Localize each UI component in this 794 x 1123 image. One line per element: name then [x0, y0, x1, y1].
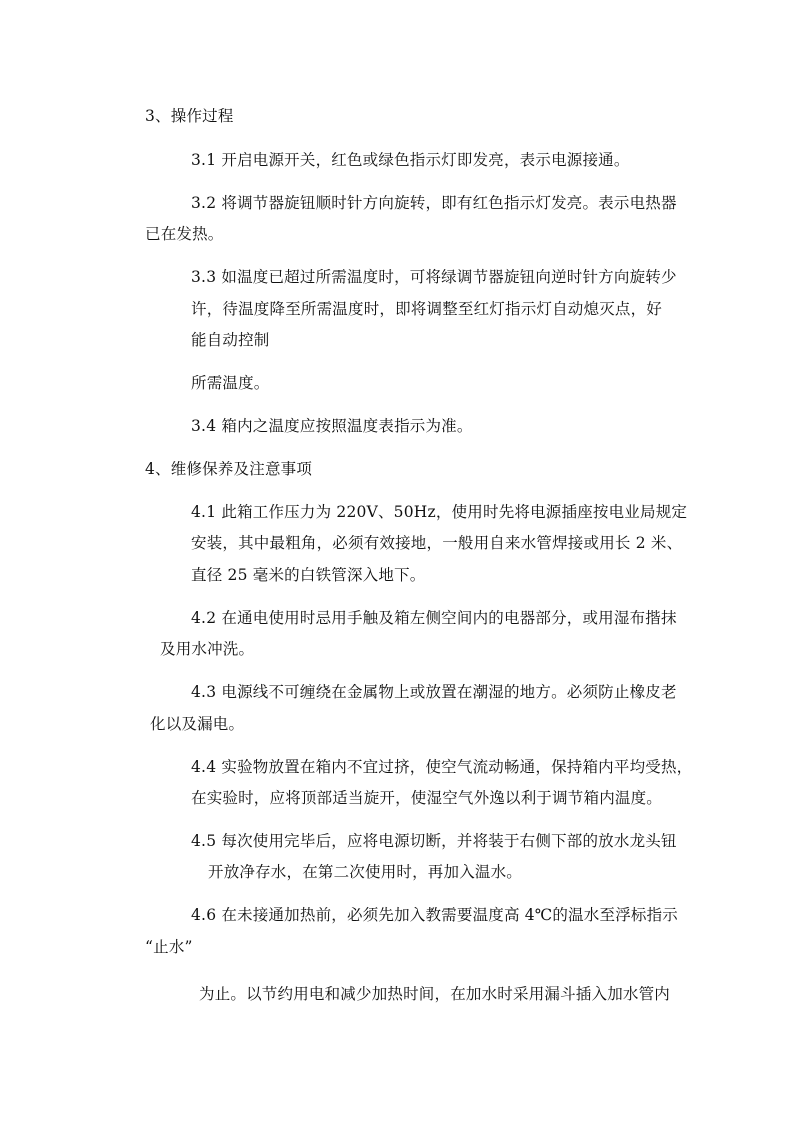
- paragraph-3-2-line-2: 已在发热。: [145, 225, 224, 243]
- paragraph-4-3-line-1: 4.3 电源线不可缠绕在金属物上或放置在潮湿的地方。必须防止橡皮老: [191, 683, 677, 701]
- paragraph-4-5-line-1: 4.5 每次使用完毕后，应将电源切断，并将装于右侧下部的放水龙头钮: [191, 832, 677, 850]
- section-3-heading: 3、操作过程: [145, 107, 234, 125]
- paragraph-4-5-line-2: 开放净存水，在第二次使用时，再加入温水。: [208, 863, 523, 881]
- paragraph-4-4-line-1: 4.4 实验物放置在箱内不宜过挤，使空气流动畅通，保持箱内平均受热，: [191, 758, 693, 776]
- paragraph-3-3-line-4: 所需温度。: [191, 374, 270, 392]
- paragraph-4-3-line-2: 化以及漏电。: [150, 715, 245, 733]
- paragraph-4-4-line-2: 在实验时，应将顶部适当旋开，使湿空气外逸以利于调节箱内温度。: [191, 789, 663, 807]
- paragraph-4-1-line-3: 直径 25 毫米的白铁管深入地下。: [191, 566, 426, 584]
- paragraph-4-2-line-2: 及用水冲洗。: [160, 640, 255, 658]
- paragraph-4-6-line-1: 4.6 在未接通加热前，必须先加入教需要温度高 4℃的温水至浮标指示: [191, 906, 679, 924]
- paragraph-3-4: 3.4 箱内之温度应按照温度表指示为准。: [191, 417, 473, 435]
- section-4-heading: 4、维修保养及注意事项: [145, 460, 313, 478]
- paragraph-4-2-line-1: 4.2 在通电使用时忌用手触及箱左侧空间内的电器部分，或用湿布揩抹: [191, 609, 677, 627]
- paragraph-3-3-line-3: 能自动控制: [191, 331, 270, 349]
- paragraph-4-1-line-2: 安装，其中最粗角，必须有效接地，一般用自来水管焊接或用长 2 米、: [191, 534, 683, 552]
- paragraph-4-1-line-1: 4.1 此箱工作压力为 220V、50Hz，使用时先将电源插座按电业局规定: [191, 503, 688, 521]
- paragraph-4-6-line-2: “止水”: [145, 938, 193, 956]
- paragraph-3-2-line-1: 3.2 将调节器旋钮顺时针方向旋转，即有红色指示灯发亮。表示电热器: [191, 194, 677, 212]
- paragraph-3-3-line-1: 3.3 如温度已超过所需温度时，可将绿调节器旋钮向逆时针方向旋转少: [191, 268, 677, 286]
- paragraph-3-3-line-2: 许，待温度降至所需温度时，即将调整至红灯指示灯自动熄灭点，好: [191, 300, 663, 318]
- paragraph-4-6-line-3: 为止。以节约用电和减少加热时间，在加水时采用漏斗插入加水管内: [199, 985, 671, 1003]
- paragraph-3-1: 3.1 开启电源开关，红色或绿色指示灯即发亮，表示电源接通。: [191, 151, 630, 169]
